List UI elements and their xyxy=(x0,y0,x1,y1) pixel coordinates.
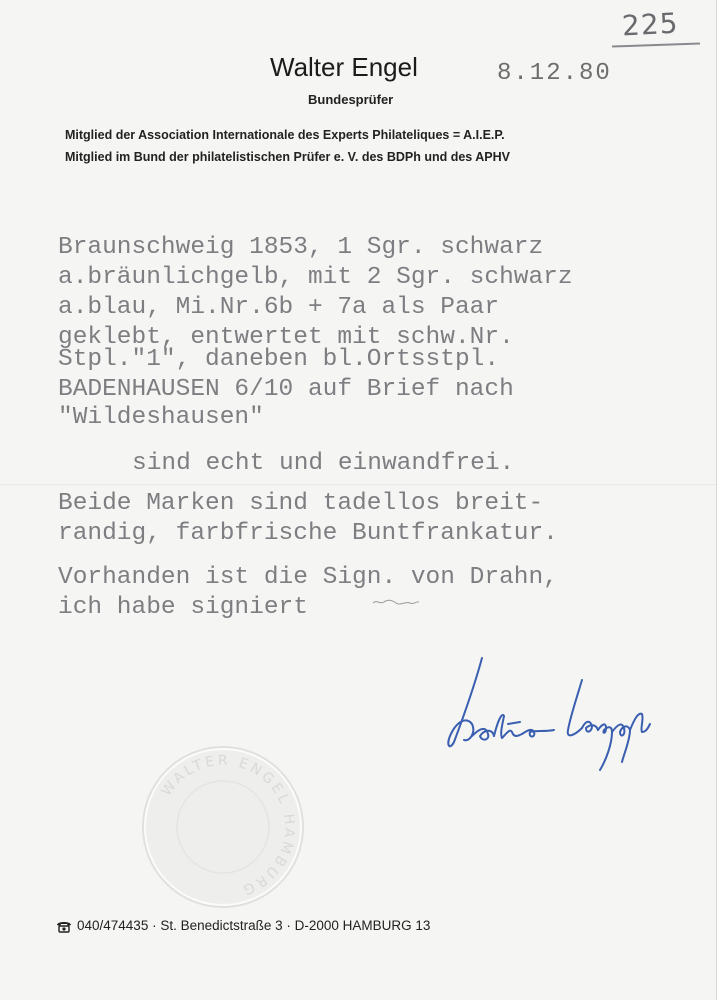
certificate-line: a.blau, Mi.Nr.6b + 7a als Paar xyxy=(58,294,500,321)
certificate-verdict: sind echt und einwandfrei. xyxy=(132,450,515,477)
certificate-line: a.bräunlichgelb, mit 2 Sgr. schwarz xyxy=(58,264,573,291)
handwritten-signature xyxy=(436,650,676,780)
small-signature-mark xyxy=(372,598,420,608)
certificate-line: Braunschweig 1853, 1 Sgr. schwarz xyxy=(58,234,544,261)
corner-mark-underline xyxy=(612,42,700,47)
membership-line-bdph: Mitglied im Bund der philatelistischen Prüfer e. V. des BDPh und des APHV xyxy=(65,150,510,164)
certificate-note: Vorhanden ist die Sign. von Drahn, xyxy=(58,564,558,591)
expert-name: Walter Engel xyxy=(270,52,418,82)
embossed-seal xyxy=(138,742,308,912)
certificate-note: ich habe signiert xyxy=(58,594,308,621)
certificate-line: geklebt, entwertet mit schw.Nr. xyxy=(58,324,514,351)
footer-contact xyxy=(55,918,430,933)
certificate-remark: randig, farbfrische Buntfrankatur. xyxy=(58,520,558,547)
phone-icon xyxy=(55,919,73,933)
seal-text: WALTER ENGEL HAMBURG xyxy=(158,752,298,899)
certificate-remark: Beide Marken sind tadellos breit- xyxy=(58,490,544,517)
membership-line-aiep: Mitglied der Association Internationale des Experts Philateliques = A.I.E.P. xyxy=(65,128,505,142)
paper-fold-line xyxy=(0,484,717,486)
corner-mark: 225 xyxy=(621,6,680,43)
expert-title: Bundesprüfer xyxy=(308,92,394,107)
certificate-line: Stpl."1", daneben bl.Ortsstpl. xyxy=(58,346,500,373)
footer-contact-text: 040/474435 · St. Benedictstraße 3 · D-2000 HAMBURG 13 xyxy=(77,918,431,933)
certificate-date: 8.12.80 xyxy=(497,60,612,87)
certificate-line: BADENHAUSEN 6/10 auf Brief nach xyxy=(58,376,514,403)
certificate-line: "Wildeshausen" xyxy=(58,404,264,431)
